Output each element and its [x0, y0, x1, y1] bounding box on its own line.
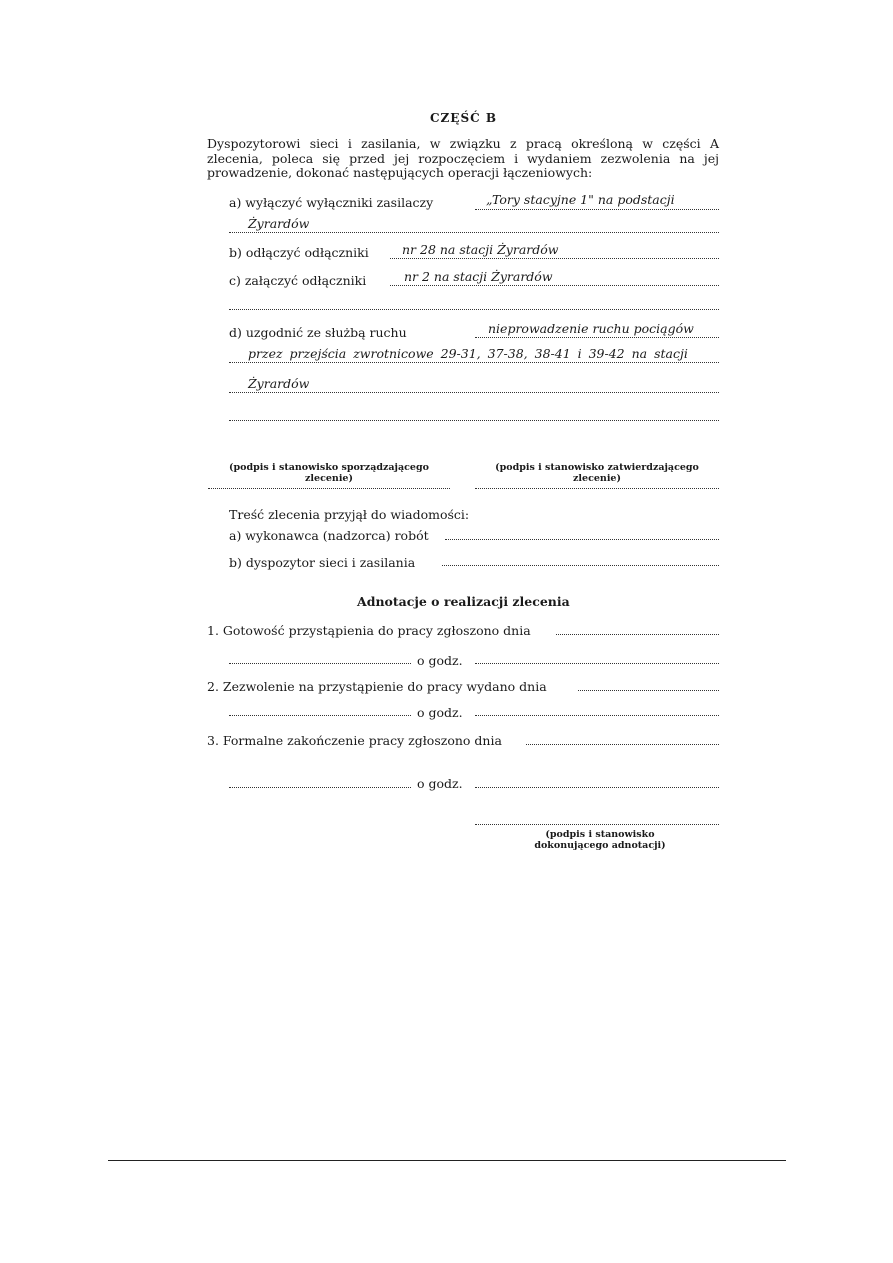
intro-paragraph: Dyspozytorowi sieci i zasilania, w związku z pracą określoną w części A zlecenia, poleca się przed jej rozpoczęciem i wydaniem zezwolenia na jej prowadzenie, dokonać następujących operacji łączeniowych:: [207, 136, 719, 180]
note-3-label: 3. Formalne zakończenie pracy zgłoszono dnia: [207, 733, 502, 748]
op-a-value-line2: Żyrardów: [248, 216, 310, 231]
op-d-dotted-line-3: [229, 392, 719, 393]
op-d-value-line3: Żyrardów: [248, 376, 310, 391]
notes-signature-caption: (podpis i stanowisko dokonującego adnotacji): [534, 829, 666, 851]
op-d-dotted-line-2: [229, 362, 719, 363]
part-title: CZĘŚĆ B: [430, 111, 497, 125]
op-d-value-line2: przez przejścia zwrotnicowe 29-31, 37-38, 38-41 i 39-42 na stacji: [248, 346, 688, 361]
note-3-line-a: [229, 787, 411, 788]
op-b-dotted-line: [390, 258, 719, 259]
op-a-dotted-line-1: [475, 209, 719, 210]
note-2-date-line: [578, 690, 719, 691]
ack-b-dotted-line: [442, 565, 719, 566]
op-d-dotted-line-1: [475, 337, 719, 338]
ack-b-label: b) dyspozytor sieci i zasilania: [229, 555, 416, 570]
note-1-label: 1. Gotowość przystąpienia do pracy zgłoszono dnia: [207, 623, 531, 638]
notes-signature-line: [475, 824, 719, 825]
op-c-label: c) załączyć odłączniki: [229, 273, 367, 288]
op-c-dotted-line-1: [390, 285, 719, 286]
op-a-dotted-line-2: [229, 232, 719, 233]
op-d-dotted-line-4: [229, 420, 719, 421]
signature-right-line: [475, 488, 719, 489]
note-1-line-a: [229, 663, 411, 664]
note-1-o-godz: o godz.: [417, 653, 463, 668]
note-2-time-line: [475, 715, 719, 716]
note-2-line-a: [229, 715, 411, 716]
note-3-time-line: [475, 787, 719, 788]
note-2-label: 2. Zezwolenie na przystąpienie do pracy wydano dnia: [207, 679, 547, 694]
note-1-time-line: [475, 663, 719, 664]
op-b-label: b) odłączyć odłączniki: [229, 245, 369, 260]
notes-heading: Adnotacje o realizacji zlecenia: [357, 594, 570, 609]
op-b-value: nr 28 na stacji Żyrardów: [402, 242, 559, 257]
signature-left-line: [208, 488, 450, 489]
op-a-label: a) wyłączyć wyłączniki zasilaczy: [229, 195, 434, 210]
note-2-o-godz: o godz.: [417, 705, 463, 720]
signature-right-caption: (podpis i stanowisko zatwierdzającego zlecenie): [495, 462, 699, 484]
footer-rule: [108, 1160, 786, 1161]
ack-a-label: a) wykonawca (nadzorca) robót: [229, 528, 429, 543]
op-d-label: d) uzgodnić ze służbą ruchu: [229, 325, 407, 340]
op-c-dotted-line-2: [229, 309, 719, 310]
note-1-date-line: [556, 634, 719, 635]
op-d-value-line1: nieprowadzenie ruchu pociągów: [488, 321, 694, 336]
note-3-o-godz: o godz.: [417, 776, 463, 791]
signature-left-caption: (podpis i stanowisko sporządzającego zlecenie): [229, 462, 429, 484]
op-c-value: nr 2 na stacji Żyrardów: [404, 269, 553, 284]
ack-a-dotted-line: [445, 539, 719, 540]
note-3-date-line: [526, 744, 719, 745]
op-a-value-line1: „Tory stacyjne 1" na podstacji: [486, 192, 675, 207]
ack-heading: Treść zlecenia przyjął do wiadomości:: [229, 507, 470, 522]
